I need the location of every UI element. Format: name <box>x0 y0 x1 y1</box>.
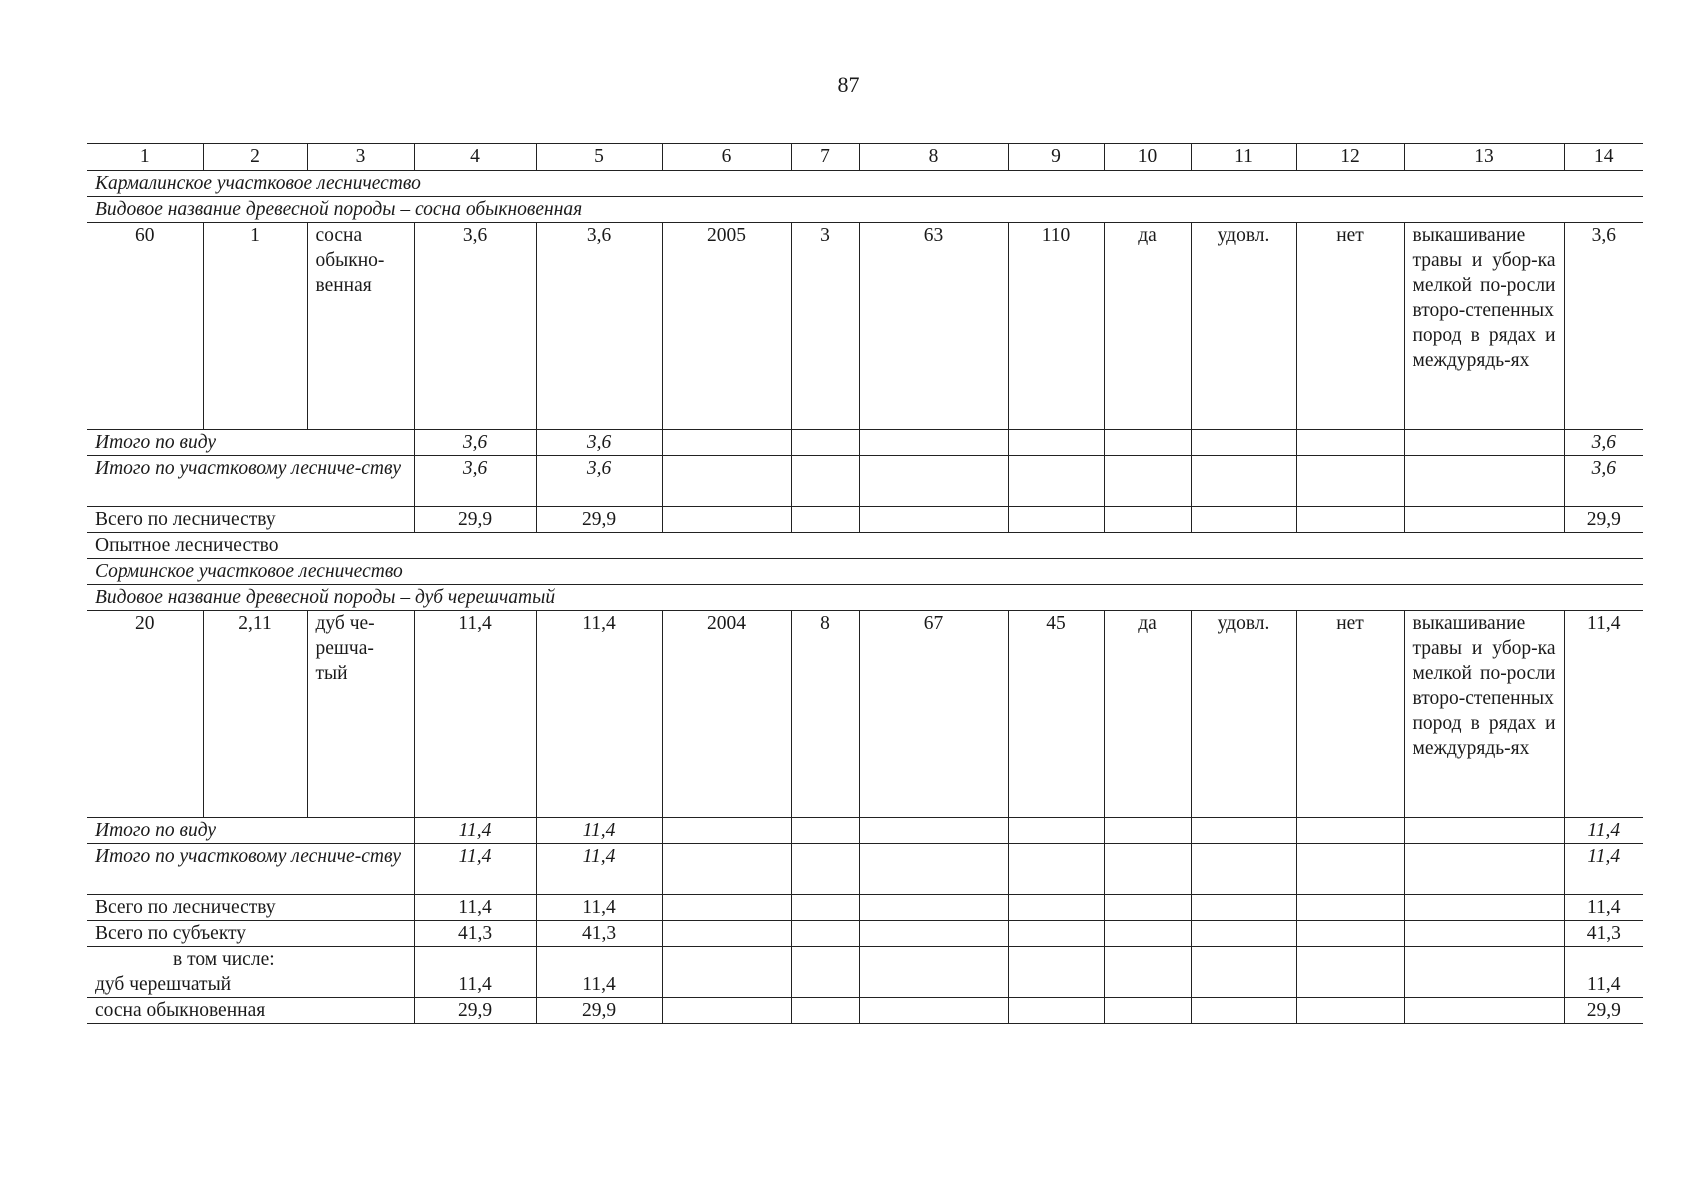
cell-value: 8 <box>791 611 859 818</box>
cell-value: 63 <box>859 223 1008 430</box>
cell-value: нет <box>1296 223 1404 430</box>
cell-total: 11,4 <box>414 947 536 998</box>
including-oak-row <box>87 947 1643 998</box>
cell-area: 3,6 <box>1564 223 1643 430</box>
cell-total: 41,3 <box>414 921 536 947</box>
forestry-total-row <box>87 507 1643 533</box>
cell-total: 11,4 <box>536 844 662 895</box>
column-header: 6 <box>662 144 791 171</box>
cell-value: нет <box>1296 611 1404 818</box>
table-row <box>87 223 1643 430</box>
cell-value: да <box>1104 611 1191 818</box>
cell-measures: выкашивание травы и убор-ка мелкой по-росли второ-степенных пород в рядах и междурядь-ях <box>1404 611 1564 818</box>
column-header: 2 <box>203 144 307 171</box>
cell-total: 11,4 <box>536 895 662 921</box>
column-header: 10 <box>1104 144 1191 171</box>
cell-year: 2004 <box>662 611 791 818</box>
cell-total: 11,4 <box>414 844 536 895</box>
row-label: Всего по субъекту <box>87 921 414 947</box>
cell-total: 29,9 <box>414 998 536 1024</box>
cell-species: сосна обыкно- венная <box>307 223 414 430</box>
column-header: 11 <box>1191 144 1296 171</box>
cell-section: 1 <box>203 223 307 430</box>
cell-value: 67 <box>859 611 1008 818</box>
cell-area: 3,6 <box>536 223 662 430</box>
cell-total: 3,6 <box>536 456 662 507</box>
column-number-row <box>87 144 1643 171</box>
cell-total: 11,4 <box>1564 844 1643 895</box>
district-heading: Кармалинское участковое лесничество <box>87 171 1643 197</box>
cell-total: 29,9 <box>414 507 536 533</box>
species-heading: Видовое название древесной породы – сосна обыкновенная <box>87 197 1643 223</box>
cell-total: 3,6 <box>536 430 662 456</box>
cell-total: 29,9 <box>1564 998 1643 1024</box>
forestry-heading: Опытное лесничество <box>87 533 1643 559</box>
cell-total: 11,4 <box>536 818 662 844</box>
cell-total: 11,4 <box>414 895 536 921</box>
column-header: 13 <box>1404 144 1564 171</box>
cell-total: 29,9 <box>536 998 662 1024</box>
table-row <box>87 611 1643 818</box>
cell-area: 11,4 <box>1564 611 1643 818</box>
district-total-row <box>87 844 1643 895</box>
cell-total: 3,6 <box>414 430 536 456</box>
column-header: 1 <box>87 144 203 171</box>
cell-value: 3 <box>791 223 859 430</box>
row-label: Итого по участковому лесниче-ству <box>87 456 414 507</box>
row-label: сосна обыкновенная <box>87 998 414 1024</box>
cell-total: 41,3 <box>536 921 662 947</box>
district-total-row <box>87 456 1643 507</box>
row-label: Итого по виду <box>87 818 414 844</box>
cell-area: 11,4 <box>536 611 662 818</box>
row-label <box>87 947 414 998</box>
column-header: 7 <box>791 144 859 171</box>
species-heading: Видовое название древесной породы – дуб черешчатый <box>87 585 1643 611</box>
column-header: 3 <box>307 144 414 171</box>
cell-plot: 20 <box>87 611 203 818</box>
column-header: 5 <box>536 144 662 171</box>
including-label: в том числе: <box>173 949 275 970</box>
cell-total: 11,4 <box>1564 895 1643 921</box>
cell-total: 29,9 <box>1564 507 1643 533</box>
cell-total: 41,3 <box>1564 921 1643 947</box>
forest-care-table <box>87 143 1643 1024</box>
cell-total: 11,4 <box>1564 947 1643 998</box>
cell-section: 2,11 <box>203 611 307 818</box>
forestry-total-row <box>87 895 1643 921</box>
cell-total: 3,6 <box>414 456 536 507</box>
row-label: Всего по лесничеству <box>87 507 414 533</box>
cell-year: 2005 <box>662 223 791 430</box>
species-total-row <box>87 430 1643 456</box>
district-heading: Сорминское участковое лесничество <box>87 559 1643 585</box>
cell-value: 45 <box>1008 611 1104 818</box>
cell-area: 11,4 <box>414 611 536 818</box>
cell-value: да <box>1104 223 1191 430</box>
cell-condition: удовл. <box>1191 223 1296 430</box>
row-label: Итого по участковому лесниче-ству <box>87 844 414 895</box>
cell-area: 3,6 <box>414 223 536 430</box>
species-total-row <box>87 818 1643 844</box>
cell-total: 11,4 <box>1564 818 1643 844</box>
cell-value: 110 <box>1008 223 1104 430</box>
cell-plot: 60 <box>87 223 203 430</box>
cell-total: 3,6 <box>1564 456 1643 507</box>
column-header: 9 <box>1008 144 1104 171</box>
cell-total: 3,6 <box>1564 430 1643 456</box>
row-label: Всего по лесничеству <box>87 895 414 921</box>
column-header: 4 <box>414 144 536 171</box>
column-header: 12 <box>1296 144 1404 171</box>
subject-total-row <box>87 921 1643 947</box>
column-header: 8 <box>859 144 1008 171</box>
cell-total: 11,4 <box>414 818 536 844</box>
cell-species: дуб че- решча- тый <box>307 611 414 818</box>
cell-total: 29,9 <box>536 507 662 533</box>
including-species-label: дуб черешчатый <box>95 974 232 995</box>
row-label: Итого по виду <box>87 430 414 456</box>
including-pine-row <box>87 998 1643 1024</box>
cell-measures: выкашивание травы и убор-ка мелкой по-росли второ-степенных пород в рядах и междурядь-ях <box>1404 223 1564 430</box>
page-number: 87 <box>837 72 860 97</box>
cell-total: 11,4 <box>536 947 662 998</box>
column-header: 14 <box>1564 144 1643 171</box>
cell-condition: удовл. <box>1191 611 1296 818</box>
